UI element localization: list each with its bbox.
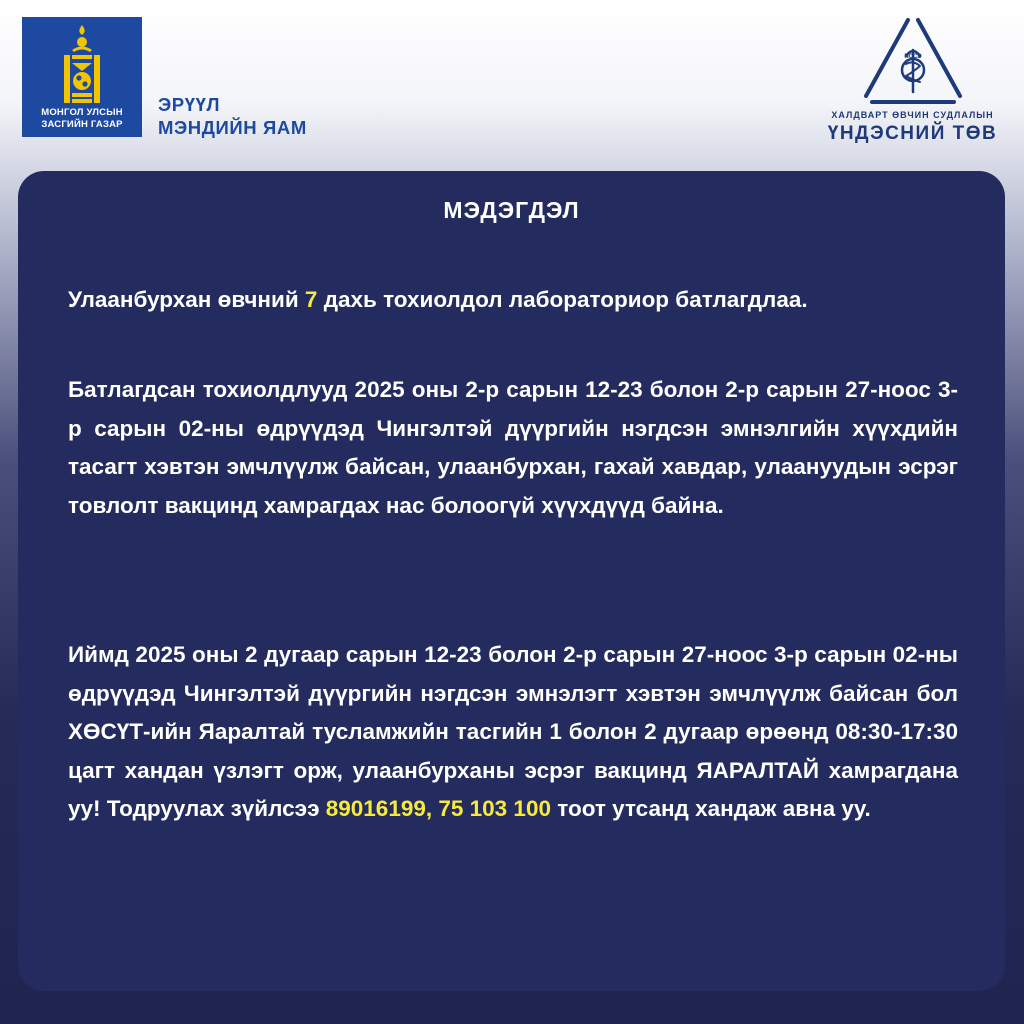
contact-text-before: Тодруулах зүйлсээ (106, 796, 326, 821)
notice-paragraph-3 (68, 636, 958, 829)
nccd-logo-icon (858, 12, 968, 108)
gov-logo-line-2: ЗАСГИЙН ГАЗАР (41, 119, 123, 130)
notice-paragraph-2: Батлагдсан тохиолдлууд 2025 оны 2-р сарын 12-23 болон 2-р сарын 27-ноос 3-р сарын 02-ны өдрүүдэд Чингэлтэй дүүргийн нэгдсэн эмнэлгийн хүүхдийн тасагт хэвтэн эмчлүүлж байсан, улаанбурхан, гахай хавдар, улаануудын эсрэг товлолт вакцинд хамрагдах нас болоогүй хүүхдүүд байна. (68, 377, 958, 518)
p1-text-after: дахь тохиолдол лабораториор батлагдлаа. (317, 287, 808, 312)
nccd-logo-text: NCCD (904, 54, 922, 60)
ministry-name (158, 93, 307, 139)
phone-numbers: 89016199, 75 103 100 (325, 796, 551, 821)
center-name-big: ҮНДЭСНИЙ ТӨВ (827, 123, 998, 144)
notice-card (18, 171, 1005, 991)
gov-logo-line-1: МОНГОЛ УЛСЫН (41, 107, 123, 118)
notice-title: МЭДЭГДЭЛ (443, 197, 580, 223)
ministry-name-line-1: ЭРҮҮЛ (158, 94, 221, 115)
government-logo (22, 17, 142, 137)
soyombo-icon (60, 25, 104, 105)
case-number: 7 (304, 287, 318, 312)
notice-paragraph-1 (68, 281, 958, 320)
p3-text: Иймд 2025 оны 2 дугаар сарын 12-23 болон 2-р сарын 27-ноос 3-р сарын 02-ны өдрүүдэд Чингэлтэй дүүргийн нэгдсэн эмнэлэгт хэвтэн эмчлүүлж байсан бол ХӨСҮТ-ийн Яаралтай тусламжийн тасгийн 1 болон 2 дугаар өрөөнд 08:30-17:30 цагт хандан үзлэгт орж, улаанбурханы эсрэг вакцинд ЯАРАЛТАЙ хамрагдана уу! (68, 642, 958, 821)
contact-text-after: тоот утсанд хандаж авна уу. (550, 796, 871, 821)
p1-text-before: Улаанбурхан өвчний (68, 287, 305, 312)
ministry-name-line-2: МЭНДИЙН ЯАМ (158, 117, 307, 138)
center-name-small: ХАЛДВАРТ ӨВЧИН СУДЛАЛЫН (831, 110, 994, 120)
